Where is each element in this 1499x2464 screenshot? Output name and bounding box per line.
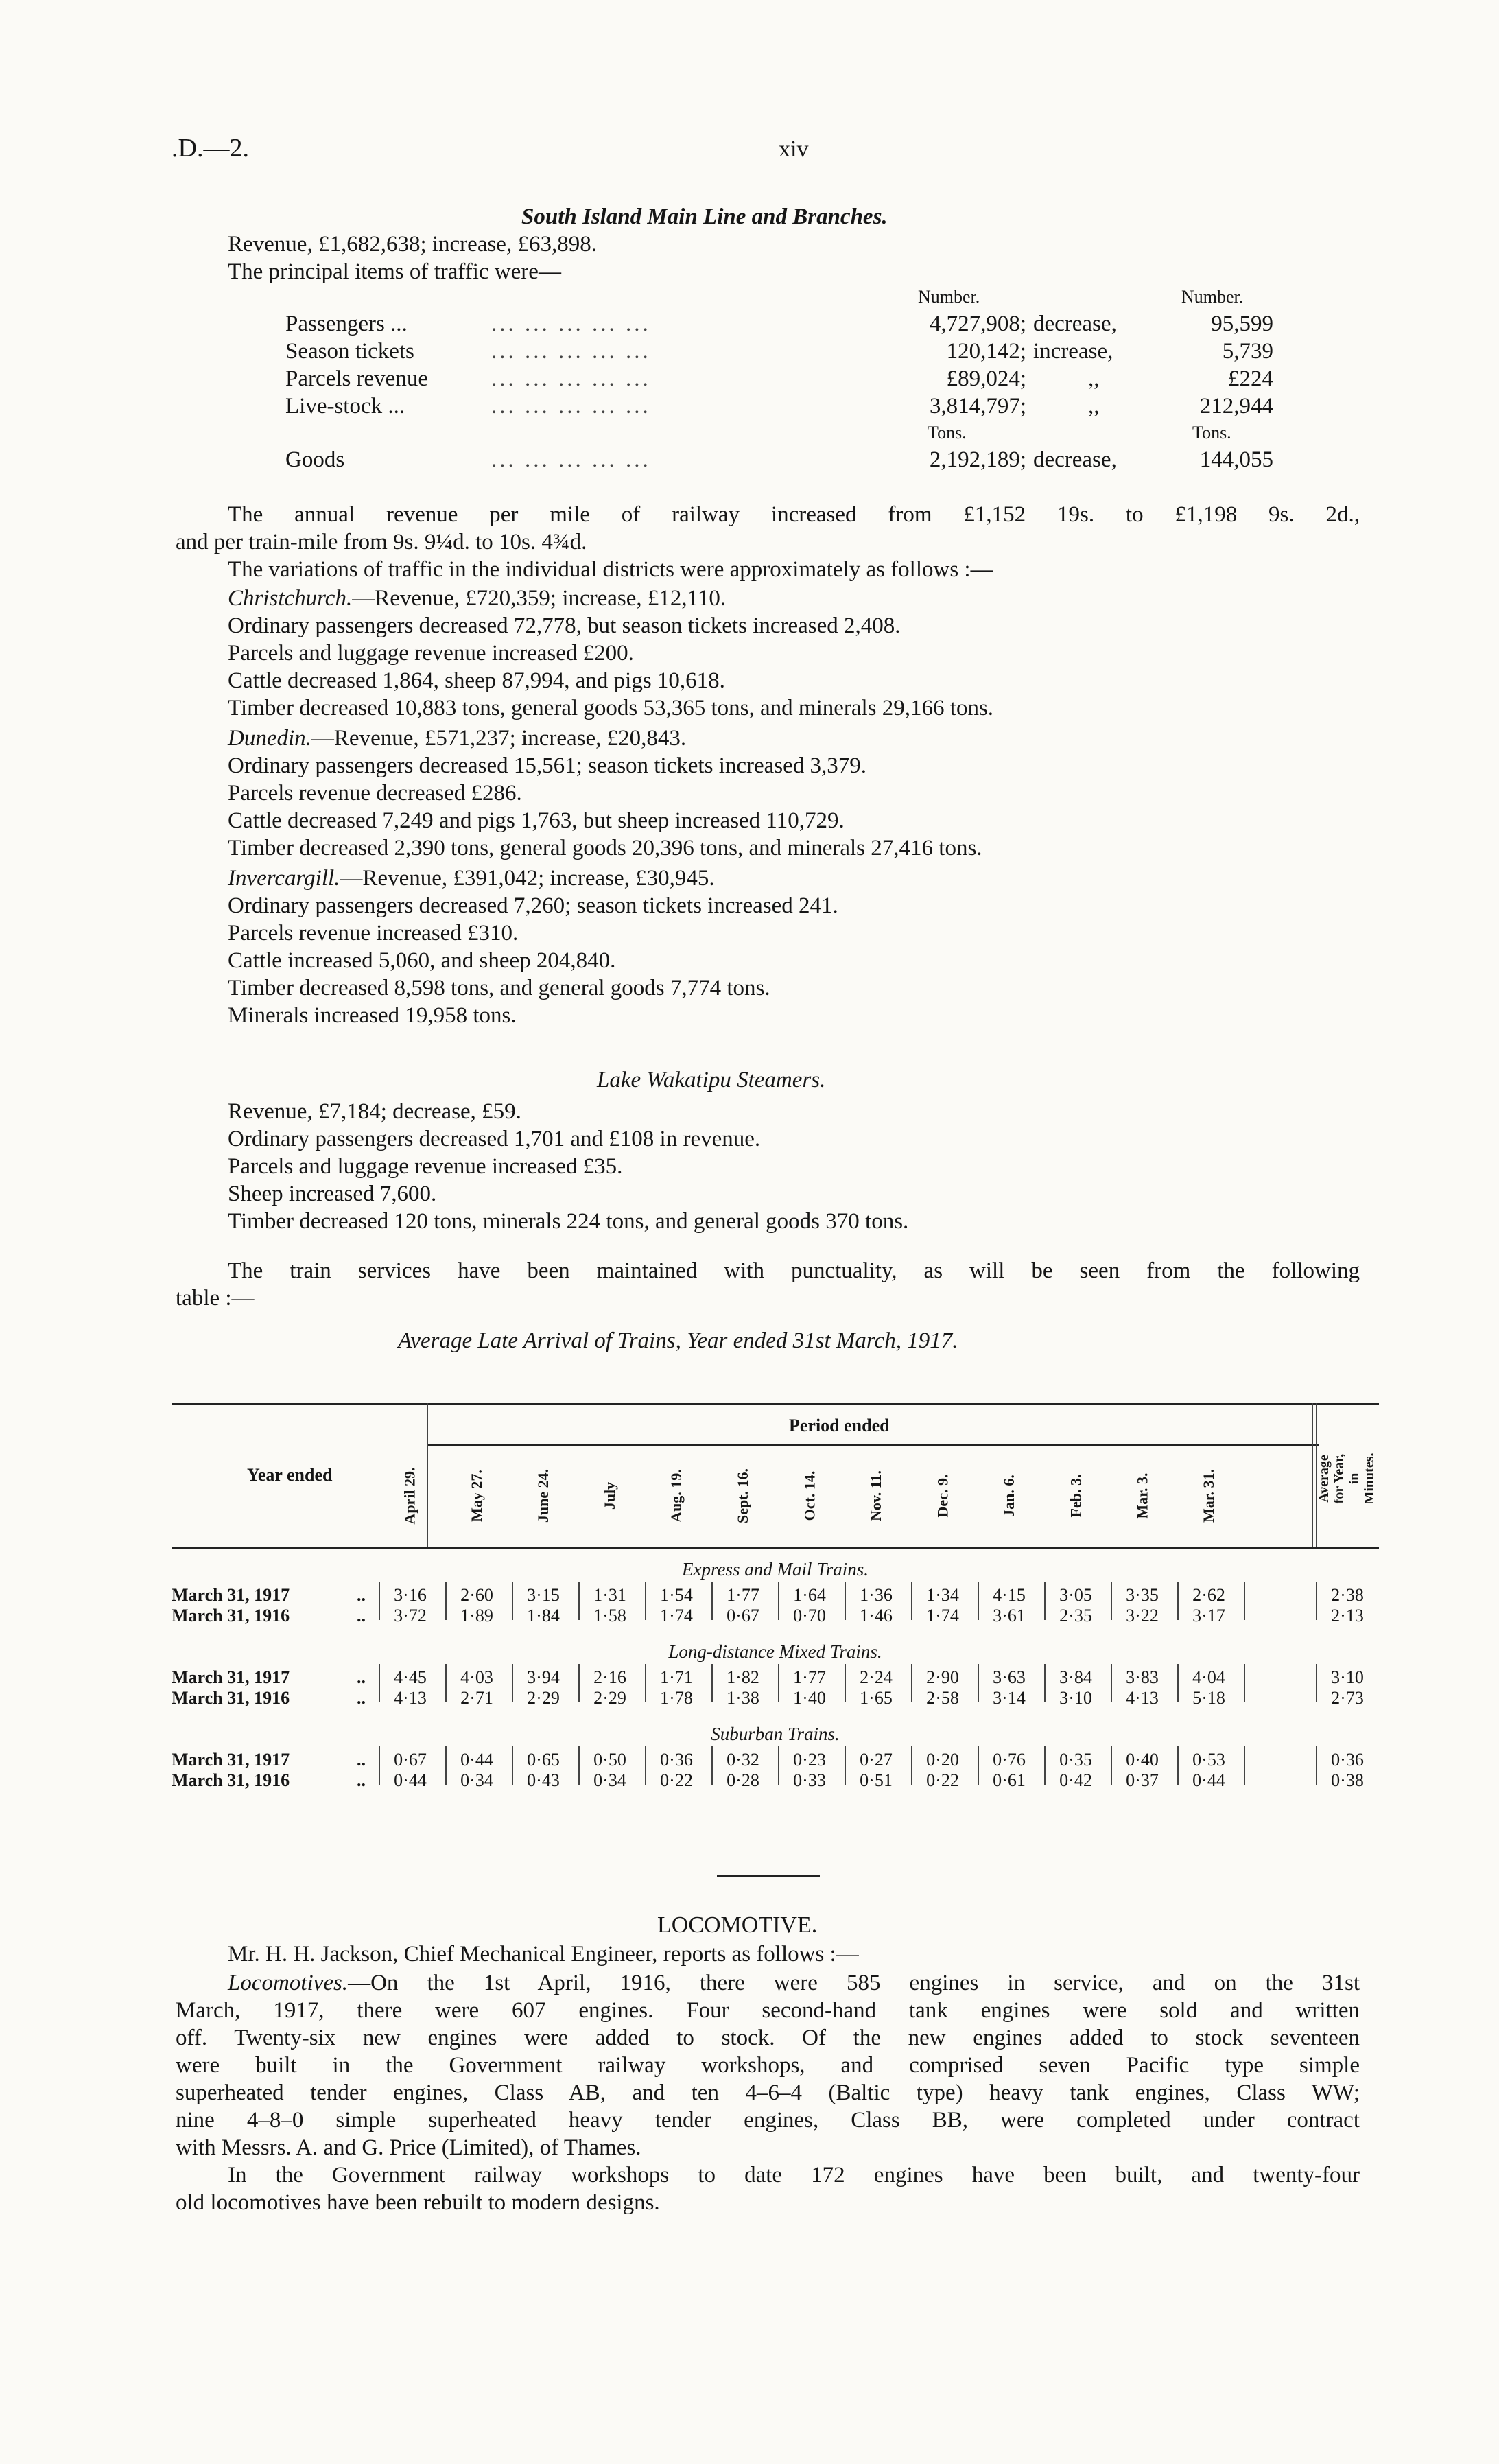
table-cell: 0·44 <box>460 1750 493 1770</box>
table-cell: 0·35 <box>1059 1750 1092 1770</box>
table-cell: 1·58 <box>593 1606 626 1626</box>
column-header <box>1062 1451 1089 1540</box>
column-separator <box>711 1746 713 1785</box>
column-header-label: Jan. 6. <box>1000 1475 1017 1517</box>
column-separator <box>379 1746 380 1785</box>
table-cell: 3·84 <box>1059 1667 1092 1687</box>
traffic-row <box>285 310 1273 338</box>
table-cell: 1·54 <box>660 1585 693 1605</box>
locomotive-para-line: In the Government railway workshops to date 172 engines have been built, and twenty-four <box>228 2163 1360 2187</box>
traffic-row <box>285 446 1273 473</box>
table-cell: 2·29 <box>527 1688 560 1708</box>
table-cell: 0·53 <box>1192 1750 1225 1770</box>
locomotive-para-line: with Messrs. A. and G. Price (Limited), of Thames. <box>176 2135 641 2160</box>
table-cell: 3·16 <box>394 1585 427 1605</box>
table-cell: 0·34 <box>593 1770 626 1790</box>
column-separator <box>445 1746 447 1785</box>
column-separator <box>1111 1746 1112 1785</box>
column-separator <box>645 1582 646 1620</box>
table-cell: 2·35 <box>1059 1606 1092 1626</box>
table-cell: 1·78 <box>660 1688 693 1708</box>
column-separator <box>512 1582 513 1620</box>
column-header-label: Feb. 3. <box>1067 1474 1085 1518</box>
column-separator <box>911 1664 912 1702</box>
locomotive-intro: Mr. H. H. Jackson, Chief Mechanical Engineer, reports as follows :— <box>228 1942 859 1967</box>
column-header-label: June 24. <box>534 1468 552 1523</box>
district-revenue: —Revenue, £571,237; increase, £20,843. <box>311 726 687 751</box>
table-cell: 3·14 <box>993 1688 1026 1708</box>
table-cell: 3·17 <box>1192 1606 1225 1626</box>
column-header <box>796 1451 823 1540</box>
column-header-label: Oct. 14. <box>801 1470 818 1521</box>
locomotives-lead: Locomotives. <box>228 1971 349 1995</box>
table-cell: 0·50 <box>593 1750 626 1770</box>
table-cell: 0·51 <box>860 1770 893 1790</box>
traffic-label: Parcels revenue <box>285 366 428 391</box>
table-cell: 0·61 <box>993 1770 1026 1790</box>
column-separator <box>778 1746 779 1785</box>
table-cell: 3·10 <box>1059 1688 1092 1708</box>
table-cell: 0·70 <box>793 1606 826 1626</box>
column-separator <box>1316 1664 1317 1702</box>
per-mile-paragraph-cont: and per train-mile from 9s. 9¼d. to 10s. 4¾d. <box>176 530 587 554</box>
table-cell-average: 2·13 <box>1331 1606 1364 1626</box>
column-separator <box>911 1746 912 1785</box>
district-line: Cattle decreased 7,249 and pigs 1,763, but sheep increased 110,729. <box>228 808 845 833</box>
row-year: March 31, 1917 <box>172 1667 290 1687</box>
locomotive-para-line: old locomotives have been rebuilt to modern designs. <box>176 2190 660 2215</box>
column-separator <box>445 1582 447 1620</box>
table-cell: 3·63 <box>993 1667 1026 1687</box>
row-year: March 31, 1917 <box>172 1750 290 1770</box>
table-cell: 0·28 <box>727 1770 759 1790</box>
column-header <box>1129 1451 1156 1540</box>
column-separator <box>645 1746 646 1785</box>
row-year: March 31, 1916 <box>172 1770 290 1790</box>
locomotive-para-line: superheated tender engines, Class AB, and ten 4–6–4 (Baltic type) heavy tank engines, Class WW; <box>176 2080 1360 2105</box>
table-cell: 2·16 <box>593 1667 626 1687</box>
district-revenue: —Revenue, £391,042; increase, £30,945. <box>340 866 715 891</box>
column-header <box>862 1451 890 1540</box>
table-cell: 2·58 <box>926 1688 959 1708</box>
column-separator <box>379 1664 380 1702</box>
table-cell: 0·67 <box>394 1750 427 1770</box>
column-header-label: Mar. 3. <box>1133 1472 1151 1519</box>
traffic-value: 2,192,189; <box>929 447 1026 472</box>
district-line: Timber decreased 10,883 tons, general goods 53,365 tons, and minerals 29,166 tons. <box>228 696 994 720</box>
tons-head-2: Tons. <box>1192 423 1231 443</box>
column-header <box>995 1451 1023 1540</box>
column-separator <box>1244 1664 1245 1702</box>
variations-intro: The variations of traffic in the individual districts were approximately as follows :— <box>228 557 993 582</box>
column-header-label: May 27. <box>468 1470 486 1522</box>
district-line: Ordinary passengers decreased 72,778, but season tickets increased 2,408. <box>228 613 901 638</box>
table-cell: 4·45 <box>394 1667 427 1687</box>
section-heading: South Island Main Line and Branches. <box>521 204 888 229</box>
district-line: Ordinary passengers decreased 7,260; season tickets increased 241. <box>228 893 838 918</box>
row-leader: .. <box>357 1770 366 1790</box>
table-cell: 4·13 <box>1126 1688 1159 1708</box>
col-head-number-2: Number. <box>1181 287 1244 307</box>
traffic-intro: The principal items of traffic were— <box>228 259 561 284</box>
table-cell: 1·84 <box>527 1606 560 1626</box>
district-invercargill <box>228 865 715 892</box>
period-rule <box>427 1444 1319 1446</box>
table-top-rule <box>172 1403 1379 1405</box>
table-cell: 0·40 <box>1126 1750 1159 1770</box>
traffic-row <box>285 338 1273 365</box>
table-cell: 3·94 <box>527 1667 560 1687</box>
tons-head-1: Tons. <box>928 423 967 443</box>
traffic-row <box>285 365 1273 392</box>
traffic-tag: ,, <box>1088 366 1100 391</box>
column-separator <box>1044 1582 1046 1620</box>
table-cell-average: 2·38 <box>1331 1585 1364 1605</box>
table-cell: 2·62 <box>1192 1585 1225 1605</box>
column-header <box>663 1451 690 1540</box>
table-cell: 5·18 <box>1192 1688 1225 1708</box>
row-year: March 31, 1916 <box>172 1606 290 1626</box>
wakatipu-line: Sheep increased 7,600. <box>228 1182 437 1206</box>
table-cell: 2·71 <box>460 1688 493 1708</box>
column-separator <box>379 1582 380 1620</box>
table-cell-average: 0·36 <box>1331 1750 1364 1770</box>
table-section-title: Long-distance Mixed Trains. <box>668 1641 882 1662</box>
table-cell: 3·61 <box>993 1606 1026 1626</box>
section-divider <box>717 1875 820 1877</box>
table-cell: 3·15 <box>527 1585 560 1605</box>
column-separator <box>445 1664 447 1702</box>
table-cell: 0·23 <box>793 1750 826 1770</box>
table-cell: 3·22 <box>1126 1606 1159 1626</box>
column-separator <box>1044 1664 1046 1702</box>
avg-divider <box>1312 1403 1313 1547</box>
column-header <box>596 1451 624 1540</box>
per-mile-paragraph: The annual revenue per mile of railway increased from £1,152 19s. to £1,198 9s. 2d., <box>228 502 1360 527</box>
column-separator <box>978 1664 979 1702</box>
traffic-label: Season tickets <box>285 339 414 364</box>
leader-dots: ... ... ... ... ... <box>491 339 651 364</box>
traffic-change: 144,055 <box>1199 447 1273 472</box>
table-cell: 4·04 <box>1192 1667 1225 1687</box>
district-line: Cattle decreased 1,864, sheep 87,994, and pigs 10,618. <box>228 668 725 693</box>
table-cell-average: 3·10 <box>1331 1667 1364 1687</box>
district-line: Parcels revenue decreased £286. <box>228 781 522 806</box>
column-header-label: July <box>601 1481 619 1510</box>
district-line: Minerals increased 19,958 tons. <box>228 1003 517 1028</box>
table-section-title: Suburban Trains. <box>711 1724 840 1744</box>
traffic-label: Live-stock ... <box>285 394 405 419</box>
column-header <box>929 1451 956 1540</box>
table-cell: 2·60 <box>460 1585 493 1605</box>
table-cell: 0·20 <box>926 1750 959 1770</box>
column-separator <box>645 1664 646 1702</box>
year-ended-header: Year ended <box>247 1465 333 1485</box>
district-name: Invercargill. <box>228 866 340 891</box>
locomotive-para-line: off. Twenty-six new engines were added to stock. Of the new engines added to stock seventeen <box>176 2026 1360 2050</box>
column-separator <box>845 1582 846 1620</box>
column-separator <box>578 1746 580 1785</box>
traffic-tag: increase, <box>1033 339 1113 364</box>
district-line: Parcels revenue increased £310. <box>228 921 519 946</box>
column-header-label: Mar. 31. <box>1200 1468 1218 1523</box>
table-cell: 0·42 <box>1059 1770 1092 1790</box>
district-dunedin <box>228 725 686 752</box>
header-bottom-rule <box>172 1547 1379 1549</box>
leader-dots: ... ... ... ... ... <box>491 312 651 336</box>
table-cell: 1·38 <box>727 1688 759 1708</box>
traffic-label: Goods <box>285 447 345 472</box>
table-cell: 3·83 <box>1126 1667 1159 1687</box>
table-cell: 1·74 <box>926 1606 959 1626</box>
district-line: Ordinary passengers decreased 15,561; season tickets increased 3,379. <box>228 753 867 778</box>
page-ref: .D.—2. <box>172 134 249 163</box>
column-header <box>397 1451 424 1540</box>
locomotive-para-line <box>228 1969 1360 1997</box>
traffic-tag: ,, <box>1088 394 1100 419</box>
table-cell: 0·43 <box>527 1770 560 1790</box>
column-separator <box>1244 1582 1245 1620</box>
table-cell: 0·34 <box>460 1770 493 1790</box>
column-header <box>463 1451 491 1540</box>
revenue-line: Revenue, £1,682,638; increase, £63,898. <box>228 232 597 257</box>
column-header-label: Aug. 19. <box>668 1469 685 1523</box>
table-cell: 1·74 <box>660 1606 693 1626</box>
traffic-change: 212,944 <box>1199 394 1273 419</box>
locomotive-para-line: were built in the Government railway workshops, and comprised seven Pacific type simple <box>176 2053 1360 2078</box>
avg-column-label: Average for Year, in Minutes. <box>1317 1453 1377 1505</box>
table-cell: 0·67 <box>727 1606 759 1626</box>
table-cell: 0·22 <box>926 1770 959 1790</box>
locomotive-heading: LOCOMOTIVE. <box>657 1912 818 1938</box>
column-header-label: Dec. 9. <box>934 1474 952 1518</box>
table-cell: 2·24 <box>860 1667 893 1687</box>
column-separator <box>845 1664 846 1702</box>
locomotives-text: —On the 1st April, 1916, there were 585 engines in service, and on the 31st <box>348 1971 1360 1995</box>
traffic-tag: decrease, <box>1033 447 1117 472</box>
table-cell: 1·34 <box>926 1585 959 1605</box>
avg-column-header <box>1316 1417 1378 1540</box>
column-separator <box>1177 1746 1179 1785</box>
train-services-paragraph-cont: table :— <box>176 1286 255 1311</box>
column-separator <box>512 1746 513 1785</box>
column-separator <box>778 1664 779 1702</box>
district-name: Dunedin. <box>228 726 311 751</box>
table-cell: 1·65 <box>860 1688 893 1708</box>
table-cell: 1·89 <box>460 1606 493 1626</box>
table-cell: 1·77 <box>727 1585 759 1605</box>
column-header <box>1195 1451 1223 1540</box>
traffic-label: Passengers ... <box>285 312 408 336</box>
table-cell: 3·72 <box>394 1606 427 1626</box>
district-christchurch <box>228 585 726 612</box>
table-cell-average: 0·38 <box>1331 1770 1364 1790</box>
leader-dots: ... ... ... ... ... <box>491 366 651 391</box>
wakatipu-line: Ordinary passengers decreased 1,701 and £108 in revenue. <box>228 1127 761 1151</box>
table-cell: 4·03 <box>460 1667 493 1687</box>
column-separator <box>1111 1582 1112 1620</box>
leader-dots: ... ... ... ... ... <box>491 394 651 419</box>
table-cell: 1·71 <box>660 1667 693 1687</box>
table-cell: 0·76 <box>993 1750 1026 1770</box>
row-leader: .. <box>357 1750 366 1770</box>
column-separator <box>845 1746 846 1785</box>
table-cell: 1·31 <box>593 1585 626 1605</box>
row-year: March 31, 1917 <box>172 1585 290 1605</box>
column-separator <box>578 1664 580 1702</box>
table-cell: 4·13 <box>394 1688 427 1708</box>
column-separator <box>978 1582 979 1620</box>
header-divider <box>427 1403 428 1547</box>
train-services-paragraph: The train services have been maintained with punctuality, as will be seen from the following <box>228 1258 1360 1283</box>
column-separator <box>711 1664 713 1702</box>
table-cell: 1·46 <box>860 1606 893 1626</box>
column-separator <box>512 1664 513 1702</box>
traffic-value: 3,814,797; <box>929 394 1026 419</box>
column-separator <box>1177 1582 1179 1620</box>
traffic-row <box>285 392 1273 420</box>
table-cell: 1·77 <box>793 1667 826 1687</box>
table-cell: 0·22 <box>660 1770 693 1790</box>
district-line: Cattle increased 5,060, and sheep 204,840. <box>228 948 616 973</box>
table-cell-average: 2·73 <box>1331 1688 1364 1708</box>
col-head-number-1: Number. <box>918 287 980 307</box>
traffic-tag: decrease, <box>1033 312 1117 336</box>
table-cell: 0·27 <box>860 1750 893 1770</box>
column-separator <box>1177 1664 1179 1702</box>
table-cell: 3·05 <box>1059 1585 1092 1605</box>
column-header <box>729 1451 757 1540</box>
column-separator <box>1111 1664 1112 1702</box>
table-cell: 1·82 <box>727 1667 759 1687</box>
column-header-label: Nov. 11. <box>867 1470 884 1521</box>
column-separator <box>778 1582 779 1620</box>
traffic-change: 5,739 <box>1222 339 1273 364</box>
locomotive-para-line: March, 1917, there were 607 engines. Four second-hand tank engines were sold and written <box>176 1998 1360 2023</box>
district-revenue: —Revenue, £720,359; increase, £12,110. <box>352 586 727 611</box>
traffic-value: £89,024; <box>946 366 1026 391</box>
table-title: Average Late Arrival of Trains, Year ended 31st March, 1917. <box>398 1328 958 1353</box>
column-separator <box>711 1582 713 1620</box>
table-cell: 0·32 <box>727 1750 759 1770</box>
leader-dots: ... ... ... ... ... <box>491 447 651 472</box>
district-line: Timber decreased 2,390 tons, general goods 20,396 tons, and minerals 27,416 tons. <box>228 836 982 860</box>
column-separator <box>578 1582 580 1620</box>
table-cell: 0·44 <box>1192 1770 1225 1790</box>
table-cell: 1·40 <box>793 1688 826 1708</box>
district-line: Parcels and luggage revenue increased £200. <box>228 641 634 666</box>
column-separator <box>911 1582 912 1620</box>
table-cell: 2·90 <box>926 1667 959 1687</box>
wakatipu-line: Revenue, £7,184; decrease, £59. <box>228 1099 521 1124</box>
row-leader: .. <box>357 1688 366 1708</box>
table-cell: 1·36 <box>860 1585 893 1605</box>
column-separator <box>1244 1746 1245 1785</box>
traffic-change: £224 <box>1228 366 1273 391</box>
table-section-title: Express and Mail Trains. <box>681 1559 869 1580</box>
period-ended-header: Period ended <box>789 1416 890 1435</box>
wakatipu-heading: Lake Wakatipu Steamers. <box>597 1068 826 1092</box>
table-cell: 1·64 <box>793 1585 826 1605</box>
wakatipu-line: Parcels and luggage revenue increased £35. <box>228 1154 623 1179</box>
table-cell: 0·65 <box>527 1750 560 1770</box>
column-header-label: Sept. 16. <box>734 1468 751 1524</box>
traffic-value: 4,727,908; <box>929 312 1026 336</box>
column-separator <box>978 1746 979 1785</box>
column-separator <box>1316 1746 1317 1785</box>
column-separator <box>1316 1582 1317 1620</box>
page-number: xiv <box>779 137 809 162</box>
table-cell: 0·37 <box>1126 1770 1159 1790</box>
table-cell: 0·33 <box>793 1770 826 1790</box>
locomotive-para-line: nine 4–8–0 simple superheated heavy tender engines, Class BB, were completed under contract <box>176 2108 1360 2133</box>
table-cell: 4·15 <box>993 1585 1026 1605</box>
table-cell: 2·29 <box>593 1688 626 1708</box>
district-line: Timber decreased 8,598 tons, and general goods 7,774 tons. <box>228 976 770 1000</box>
late-arrival-table <box>172 1403 1379 1822</box>
table-cell: 0·36 <box>660 1750 693 1770</box>
district-name: Christchurch. <box>228 586 353 611</box>
table-cell: 0·44 <box>394 1770 427 1790</box>
column-header <box>530 1451 557 1540</box>
traffic-value: 120,142; <box>946 339 1026 364</box>
wakatipu-line: Timber decreased 120 tons, minerals 224 tons, and general goods 370 tons. <box>228 1209 909 1234</box>
traffic-change: 95,599 <box>1211 312 1273 336</box>
row-leader: .. <box>357 1585 366 1605</box>
row-year: March 31, 1916 <box>172 1688 290 1708</box>
column-header-label: April 29. <box>401 1467 418 1525</box>
row-leader: .. <box>357 1667 366 1687</box>
row-leader: .. <box>357 1606 366 1626</box>
table-cell: 3·35 <box>1126 1585 1159 1605</box>
column-separator <box>1044 1746 1046 1785</box>
